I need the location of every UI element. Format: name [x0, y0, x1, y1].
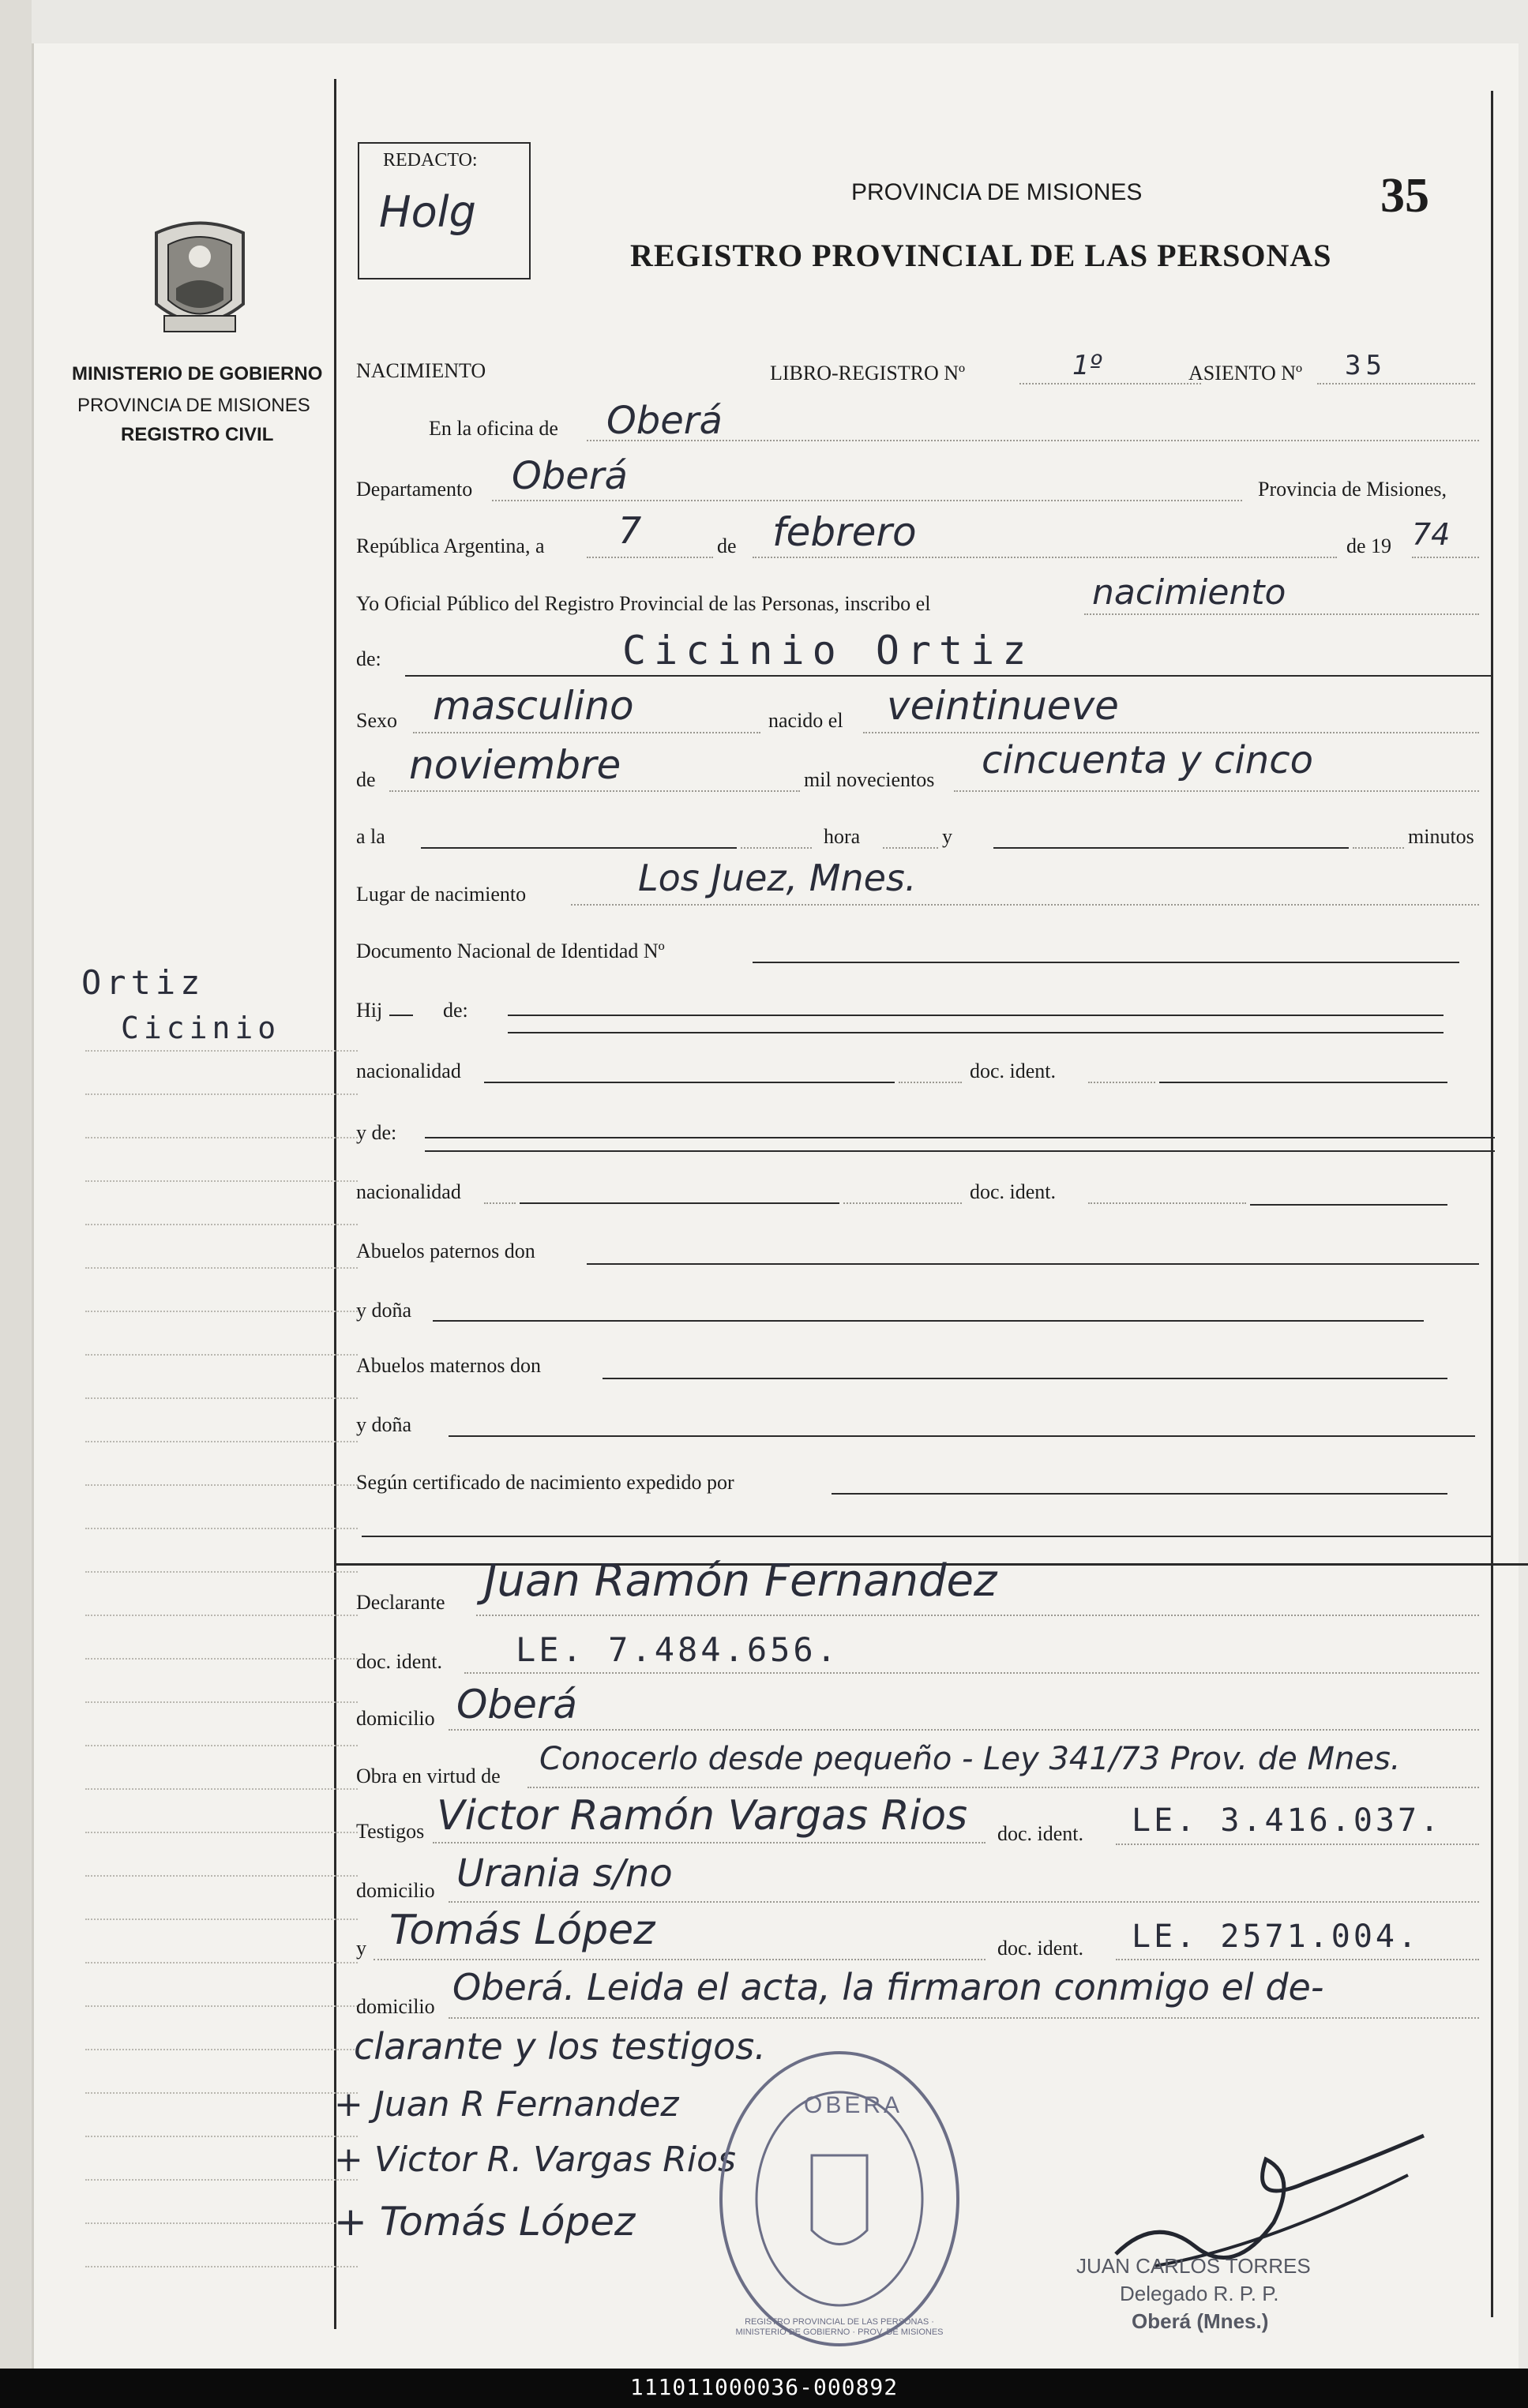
testigo2-doc-value: LE. 2571.004. — [1132, 1919, 1421, 1955]
nacido-label: nacido el — [768, 709, 843, 732]
nacido-value: veintinueve — [887, 683, 1119, 729]
de2-label: de — [356, 768, 376, 791]
testigo2-value: Tomás López — [389, 1907, 655, 1954]
month-value: febrero — [772, 509, 917, 555]
domicilio3-value: Oberá. Leida el acta, la firmaron conmigo el de- — [452, 1966, 1324, 2009]
official-title: Delegado R. P. P. — [1120, 2282, 1279, 2305]
right-border-line — [1491, 91, 1493, 2317]
a-la-label: a la — [356, 825, 385, 848]
redacto-box — [358, 142, 531, 279]
sexo-value: masculino — [433, 683, 634, 729]
oficina-value: Oberá — [606, 399, 723, 443]
libro-registro-label: LIBRO-REGISTRO Nº — [770, 362, 966, 384]
registry-heading: REGISTRO PROVINCIAL DE LAS PERSONAS — [630, 238, 1332, 273]
domicilio2-value: Urania s/no — [456, 1851, 673, 1896]
libro-registro-value: 1º — [1072, 350, 1102, 381]
signature-declarante: + Juan R Fernandez — [334, 2084, 679, 2125]
asiento-value: 35 — [1345, 350, 1387, 381]
y-label: y — [942, 825, 952, 848]
testigo1-doc-value: LE. 3.416.037. — [1132, 1802, 1443, 1839]
minutos-label: minutos — [1408, 825, 1474, 848]
inscribo-value: nacimiento — [1092, 572, 1286, 613]
lugar-value: Los Juez, Mnes. — [638, 857, 917, 899]
sidebar-registro-civil: REGISTRO CIVIL — [121, 424, 274, 445]
stamp-city: OBERA — [804, 2092, 903, 2118]
dni-label: Documento Nacional de Identidad Nº — [356, 940, 665, 962]
doc-ident-declarante-value: LE. 7.484.656. — [516, 1630, 840, 1669]
margin-surname: Ortiz — [81, 963, 205, 1002]
day-value: 7 — [618, 509, 642, 552]
nacionalidad2-label: nacionalidad — [356, 1180, 461, 1203]
abuelos-maternos-label: Abuelos maternos don — [356, 1354, 541, 1377]
sidebar-provincia: PROVINCIA DE MISIONES — [77, 395, 310, 416]
redacto-value: Holg — [379, 187, 476, 237]
domicilio-label: domicilio — [356, 1707, 435, 1730]
oficina-label: En la oficina de — [429, 417, 558, 440]
document-id: 111011000036-000892 — [629, 2374, 899, 2400]
abuelos-paternos-label: Abuelos paternos don — [356, 1240, 535, 1262]
month-de-label: de — [717, 534, 737, 557]
hij-de-label: de: — [443, 999, 468, 1022]
testigos-label: Testigos — [356, 1820, 425, 1843]
book-spine-edge — [0, 0, 32, 2369]
y-de-label: y de: — [356, 1121, 397, 1144]
doc-ident-label: doc. ident. — [970, 1060, 1057, 1082]
testigo1-doc-label: doc. ident. — [997, 1822, 1084, 1845]
sidebar-ministerio: MINISTERIO DE GOBIERNO — [72, 363, 323, 384]
stamp-ring-text: REGISTRO PROVINCIAL DE LAS PERSONAS · MINISTERIO DE GOBIERNO · PROV. DE MISIONES — [735, 2317, 944, 2337]
month2-value: noviembre — [409, 742, 621, 788]
margin-separator-line — [334, 79, 336, 2329]
testigo1-value: Victor Ramón Vargas Rios — [437, 1792, 968, 1840]
province-heading: PROVINCIA DE MISIONES — [851, 179, 1143, 205]
de-colon-label: de: — [356, 647, 381, 670]
domicilio-value: Oberá — [456, 1682, 578, 1727]
seal-emblem-icon — [141, 209, 259, 343]
official-name: JUAN CARLOS TORRES — [1076, 2254, 1311, 2278]
y-dona2-label: y doña — [356, 1413, 412, 1436]
stamp-seal-icon — [713, 2045, 966, 2353]
person-name: Cicinio Ortiz — [622, 628, 1034, 673]
footer-band — [0, 2369, 1528, 2408]
nacionalidad-label: nacionalidad — [356, 1060, 461, 1082]
declarante-value: Juan Ramón Fernandez — [484, 1555, 997, 1607]
coat-of-arms-seal — [141, 209, 259, 343]
hora-label: hora — [824, 825, 861, 848]
departamento-value: Oberá — [512, 454, 628, 498]
margin-given-name: Cicinio — [121, 1011, 281, 1045]
asiento-label: ASIENTO Nº — [1188, 362, 1303, 384]
doc-ident-declarante-label: doc. ident. — [356, 1650, 443, 1673]
signature-testigo2: + Tomás López — [334, 2199, 636, 2245]
republica-label: República Argentina, a — [356, 534, 545, 557]
declarante-label: Declarante — [356, 1591, 445, 1614]
departamento-label: Departamento — [356, 478, 473, 501]
signature-testigo1: + Victor R. Vargas Rios — [334, 2140, 736, 2180]
redacto-label: REDACTO: — [383, 150, 478, 171]
lugar-label: Lugar de nacimiento — [356, 883, 527, 906]
nacimiento-label: NACIMIENTO — [356, 359, 486, 382]
segun-label: Según certificado de nacimiento expedido por — [356, 1471, 734, 1494]
sexo-label: Sexo — [356, 709, 397, 732]
domicilio3-label: domicilio — [356, 1995, 435, 2018]
domicilio2-label: domicilio — [356, 1879, 435, 1902]
official-stamp — [713, 2045, 966, 2353]
doc-ident2-label: doc. ident. — [970, 1180, 1057, 1203]
document-page — [32, 43, 1519, 2369]
page-number: 35 — [1380, 169, 1429, 223]
hij-label: Hij — [356, 999, 383, 1022]
official-city: Oberá (Mnes.) — [1132, 2309, 1269, 2333]
year-value: 74 — [1412, 517, 1451, 552]
provincia-label: Provincia de Misiones, — [1258, 478, 1447, 501]
y-testigo2-label: y — [356, 1937, 366, 1960]
continuation-text: clarante y los testigos. — [354, 2025, 766, 2068]
obra-value: Conocerlo desde pequeño - Ley 341/73 Prov. de Mnes. — [539, 1741, 1401, 1777]
mil-label: mil novecientos — [804, 768, 935, 791]
testigo2-doc-label: doc. ident. — [997, 1937, 1084, 1960]
obra-label: Obra en virtud de — [356, 1765, 501, 1787]
mil-value: cincuenta y cinco — [982, 738, 1313, 782]
year-label: de 19 — [1346, 534, 1392, 557]
y-dona1-label: y doña — [356, 1299, 412, 1322]
yo-oficial-label: Yo Oficial Público del Registro Provincial de las Personas, inscribo el — [356, 592, 931, 615]
